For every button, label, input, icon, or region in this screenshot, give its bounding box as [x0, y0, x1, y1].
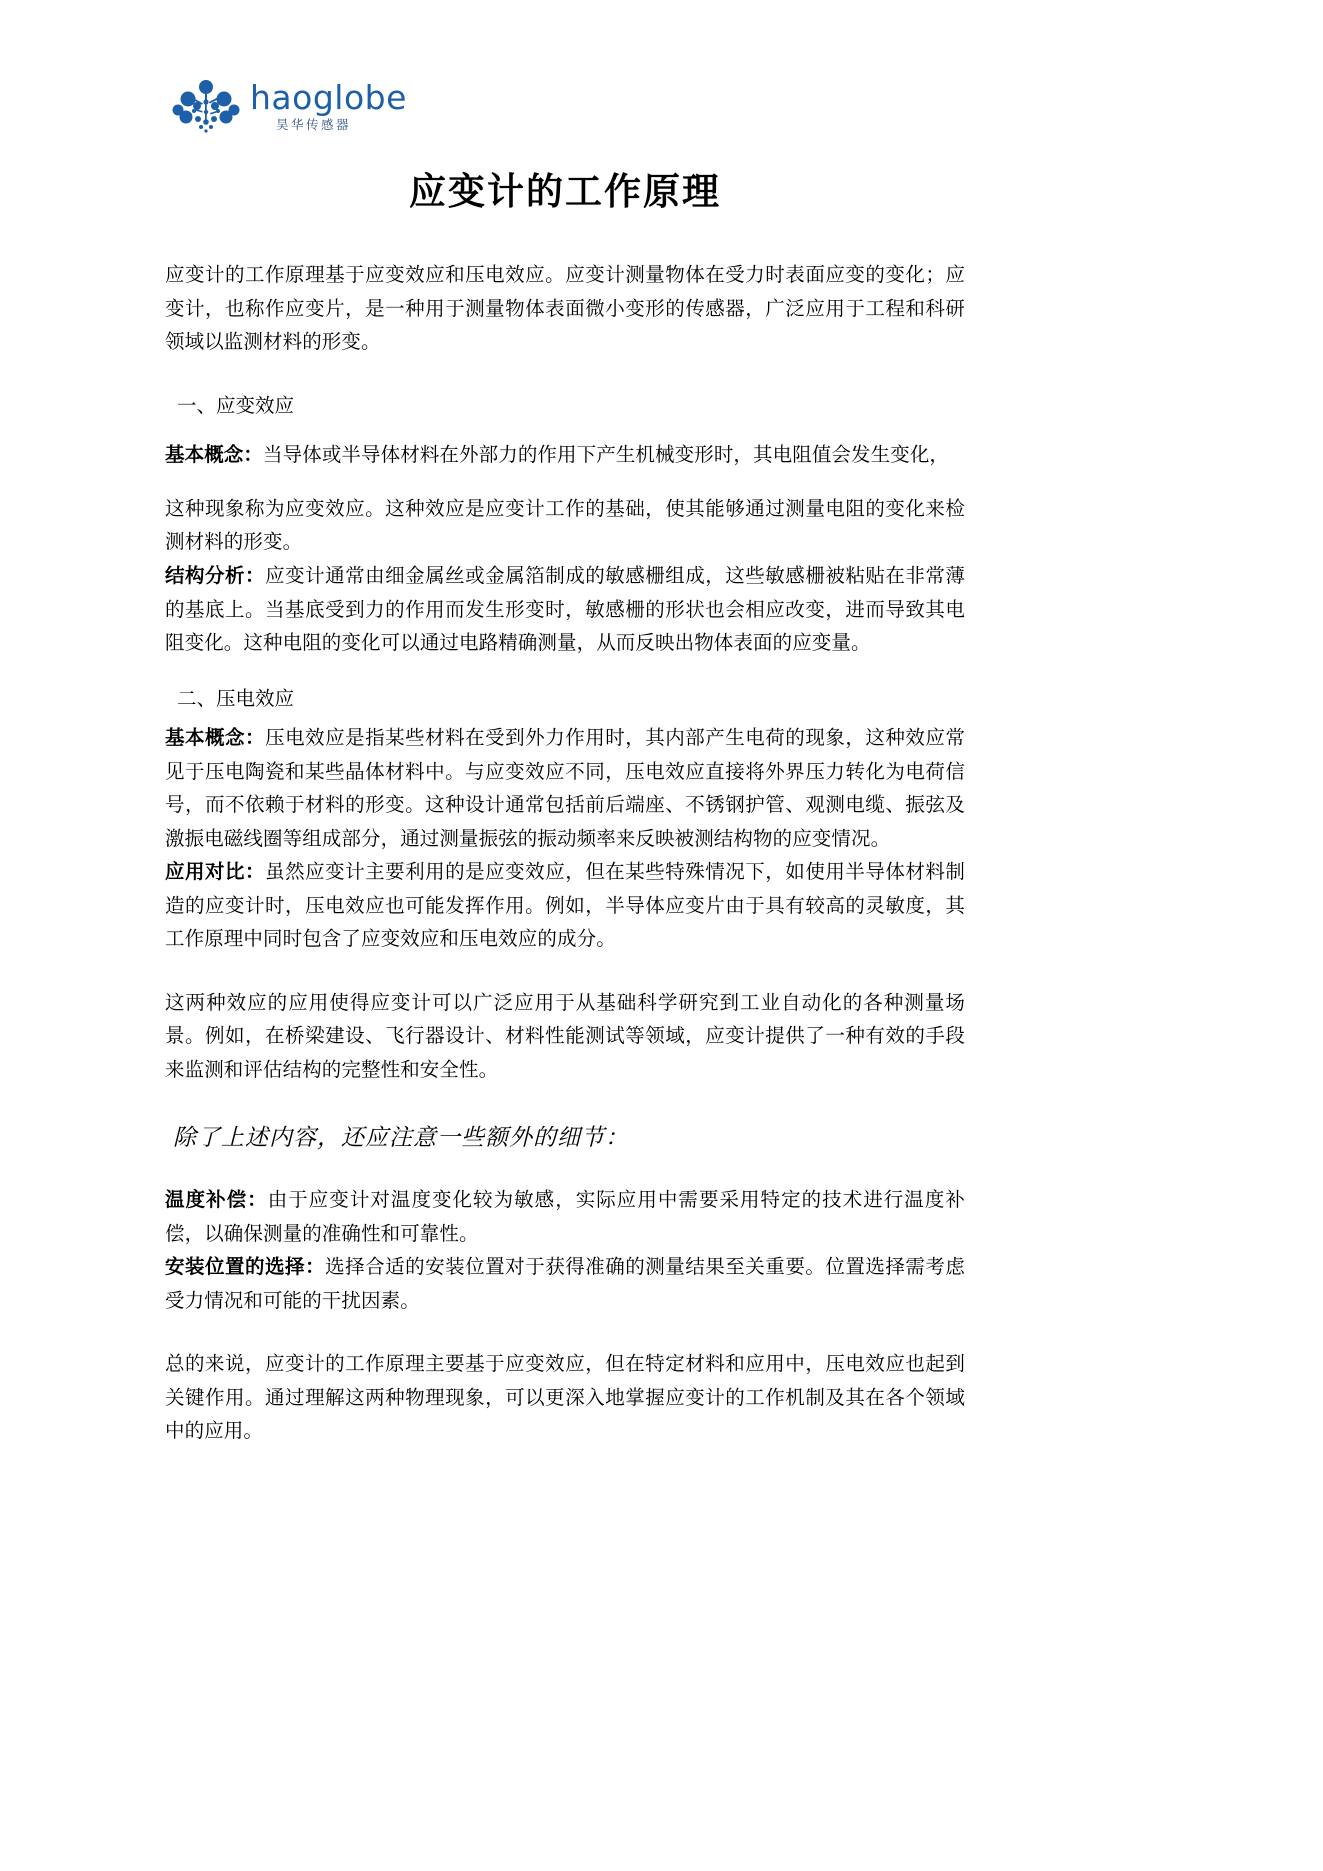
- page-title: 应变计的工作原理: [409, 169, 721, 213]
- section-one-concept-line: [165, 438, 965, 472]
- section-two-heading: 二、压电效应: [177, 686, 295, 710]
- section-one-heading: 一、应变效应: [177, 393, 295, 417]
- applications-paragraph: 这两种效应的应用使得应变计可以广泛应用于从基础科学研究到工业自动化的各种测量场景。例如，在桥梁建设、飞行器设计、材料性能测试等领域，应变计提供了一种有效的手段来监测和评估结构的完整性和安全性。: [165, 990, 965, 1081]
- position-label: 安装位置的选择：: [165, 1255, 326, 1279]
- section-two-concept: [165, 721, 965, 855]
- molecule-dots-icon: [172, 78, 240, 134]
- document-body: [165, 168, 965, 1470]
- structure-text: 应变计通常由细金属丝或金属箔制成的敏感栅组成，这些敏感栅被粘贴在非常薄的基底上。当基底受到力的作用而发生形变时，敏感栅的形状也会相应改变，进而导致其电阻变化。这种电阻的变化可以通过电路精确测量，从而反映出物体表面的应变量。: [165, 563, 965, 655]
- section-two-comparison: [165, 855, 965, 956]
- temperature-text: 由于应变计对温度变化较为敏感，实际应用中需要采用特定的技术进行温度补偿，以确保测量的准确性和可靠性。: [165, 1188, 965, 1245]
- concept-text-one-a: 当导体或半导体材料在外部力的作用下产生机械变形时，其电阻值会发生变化，: [263, 443, 950, 467]
- mounting-position: [165, 1250, 965, 1317]
- logo-subtitle: 昊华传感器: [276, 116, 352, 132]
- spacer: [165, 1317, 965, 1347]
- position-text: 选择合适的安装位置对于获得准确的测量结果至关重要。位置选择需考虑受力情况和可能的干扰因素。: [165, 1255, 965, 1312]
- concept-label-one: 基本概念：: [165, 443, 264, 467]
- company-logo: [172, 78, 407, 134]
- comparison-text: 虽然应变计主要利用的是应变效应，但在某些特殊情况下，如使用半导体材料制造的应变计时，压电效应也可能发挥作用。例如，半导体应变片由于具有较高的灵敏度，其工作原理中同时包含了应变效应和压电效应的成分。: [165, 860, 965, 951]
- section-one-structure: [165, 559, 965, 660]
- temperature-compensation: [165, 1183, 965, 1250]
- extra-details-heading: 除了上述内容，还应注意一些额外的细节：: [173, 1125, 629, 1152]
- logo-wordmark: haoglobe: [250, 77, 407, 117]
- conclusion-paragraph: 总的来说，应变计的工作原理主要基于应变效应，但在特定材料和应用中，压电效应也起到关键作用。通过理解这两种物理现象，可以更深入地掌握应变计的工作机制及其在各个领域中的应用。: [165, 1352, 965, 1443]
- temperature-label: 温度补偿：: [165, 1188, 268, 1212]
- section-one-concept-continued: 这种现象称为应变效应。这种效应是应变计工作的基础，使其能够通过测量电阻的变化来检测材料的形变。: [165, 496, 965, 554]
- structure-label: 结构分析：: [165, 563, 266, 587]
- spacer: [165, 472, 965, 492]
- spacer: [165, 956, 965, 986]
- concept-label-two: 基本概念：: [165, 726, 266, 750]
- comparison-label: 应用对比：: [165, 860, 266, 884]
- intro-paragraph: 应变计的工作原理基于应变效应和压电效应。应变计测量物体在受力时表面应变的变化；应变计，也称作应变片，是一种用于测量物体表面微小变形的传感器，广泛应用于工程和科研领域以监测材料的形变。: [165, 263, 965, 354]
- spacer: [165, 381, 965, 389]
- concept-text-two: 压电效应是指某些材料在受到外力作用时，其内部产生电荷的现象，这种效应常见于压电陶瓷和某些晶体材料中。与应变效应不同，压电效应直接将外界压力转化为电荷信号，而不依赖于材料的形变。这种设计通常包括前后端座、不锈钢护管、观测电缆、振弦及激振电磁线圈等组成部分，通过测量振弦的振动频率来反映被测结构物的应变情况。: [165, 726, 965, 850]
